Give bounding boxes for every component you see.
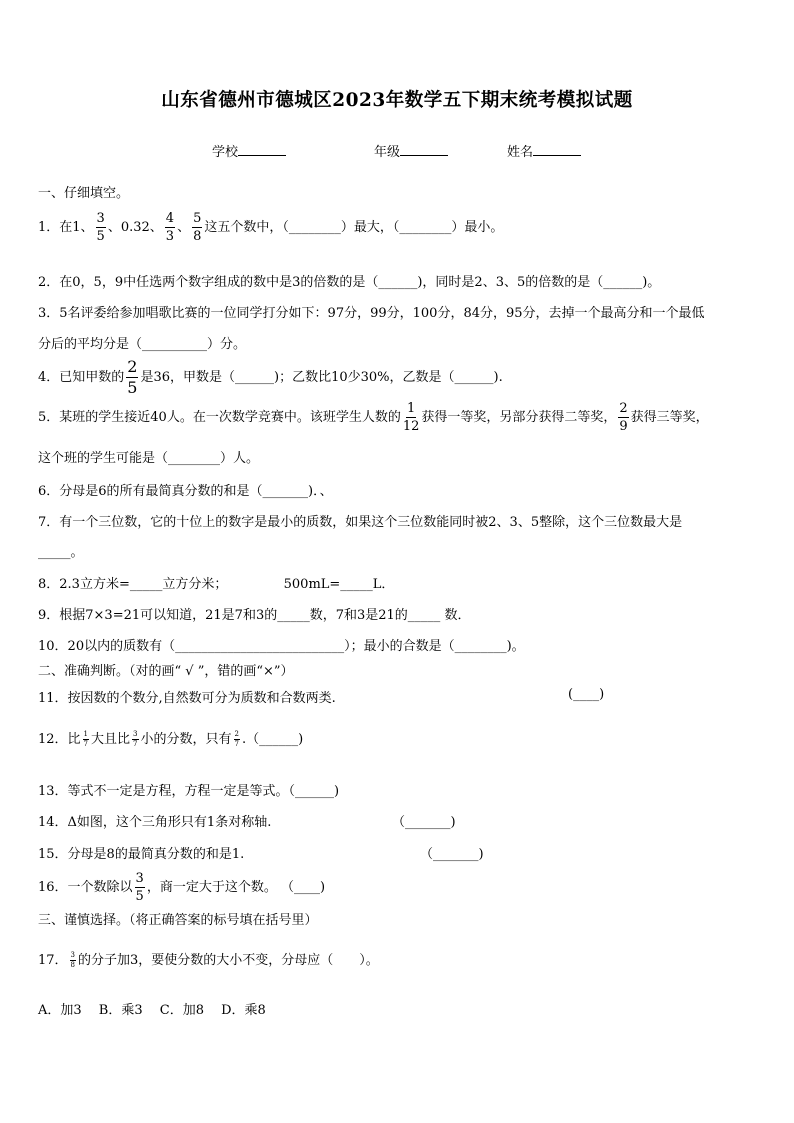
numerator: 1 (406, 401, 416, 416)
school-field[interactable] (212, 141, 286, 160)
numerator: 3 (70, 951, 76, 959)
denominator: 5 (127, 378, 138, 397)
question-3-line-2: 分后的平均分是（__________）分。 (38, 337, 247, 352)
q4-text-b: 是36，甲数是（______)；乙数比10少30%，乙数是（______). (140, 370, 503, 385)
denominator: 7 (234, 740, 239, 748)
denominator: 5 (96, 229, 105, 244)
question-1 (38, 212, 503, 243)
numerator: 3 (135, 871, 144, 886)
denominator: 8 (70, 961, 76, 969)
denominator: 12 (402, 419, 420, 434)
question-16 (38, 872, 325, 903)
question-12 (38, 728, 303, 748)
question-14: 14．Δ如图，这个三角形只有1条对称轴. (38, 815, 272, 830)
question-7-line-1: 7．有一个三位数，它的十位上的数字是最小的质数，如果这个三位数能同时被2、3、5整除，这个三位数最大是 (38, 515, 683, 530)
q5-text-b: 获得一等奖，另部分获得二等奖， (421, 410, 617, 425)
question-10: 10．20以内的质数有（__________________________）；最小的合数是（________)。 (38, 639, 525, 654)
school-label: 学校 (212, 145, 239, 160)
q12-text-b: 大且比 (91, 732, 131, 747)
section-2-heading: 二、准确判断。（对的画“ √ ”，错的画“×”） (38, 664, 294, 679)
q16-text-a: 16．一个数除以 (38, 880, 133, 895)
q1-sep-1: 、0.32、 (107, 220, 163, 235)
q8-text-a: 8．2.3立方米=_____立方分米； (38, 577, 228, 592)
name-field[interactable] (507, 141, 581, 160)
grade-label: 年级 (374, 145, 401, 160)
fraction (70, 952, 76, 969)
denominator: 9 (619, 419, 628, 434)
denominator: 7 (133, 740, 138, 748)
fraction (165, 212, 175, 243)
denominator: 3 (165, 229, 175, 244)
question-5-line-1 (38, 402, 709, 433)
denominator: 8 (193, 229, 202, 244)
q4-text-a: 4．已知甲数的 (38, 370, 125, 385)
denominator: 7 (83, 740, 89, 748)
question-7-line-2: _____。 (38, 545, 84, 560)
q16-text-b: ，商一定大于这个数。 （____) (146, 880, 326, 895)
question-13: 13．等式不一定是方程，方程一定是等式。（______) (38, 784, 340, 799)
page-title: 山东省德州市德城区2023年数学五下期末统考模拟试题 (161, 90, 633, 111)
question-15-answer-blank[interactable]: （_______) (420, 847, 484, 862)
numerator: 3 (96, 211, 105, 226)
question-4 (38, 359, 503, 396)
fraction (135, 872, 145, 903)
q12-text-a: 12．比 (38, 732, 81, 747)
fraction (403, 402, 420, 433)
numerator: 5 (193, 211, 202, 226)
question-14-answer-blank[interactable]: （_______) (392, 815, 456, 830)
question-9: 9．根据7×3=21可以知道，21是7和3的_____数，7和3是21的_____ 数． (38, 608, 471, 623)
question-8 (38, 573, 394, 592)
fraction (96, 212, 106, 243)
q5-text-c: 获得三等奖， (630, 410, 709, 425)
q5-text-a: 5．某班的学生接近40人。在一次数学竞赛中。该班学生人数的 (38, 410, 401, 425)
numerator: 2 (127, 357, 138, 376)
section-3-heading: 三、谨慎选择。（将正确答案的标号填在括号里） (38, 913, 318, 928)
fraction (126, 359, 138, 396)
q8-text-b: 500mL=_____L． (283, 577, 395, 592)
fraction (192, 212, 202, 243)
q17-text-b: 的分子加3，要使分数的大小不变，分母应（ ）。 (78, 953, 379, 968)
grade-blank[interactable] (400, 143, 448, 156)
fraction (618, 402, 628, 433)
fraction (132, 731, 138, 748)
section-1-heading: 一、仔细填空。 (38, 186, 130, 201)
question-11: 11．按因数的个数分,自然数可分为质数和合数两类. (38, 691, 336, 706)
q1-sep-2: 、 (177, 220, 191, 235)
school-blank[interactable] (238, 143, 286, 156)
numerator: 1 (83, 730, 89, 738)
name-blank[interactable] (533, 143, 581, 156)
question-5-line-2: 这个班的学生可能是（________）人。 (38, 451, 260, 466)
numerator: 2 (619, 401, 628, 416)
q12-text-c: 小的分数，只有 (140, 732, 232, 747)
numerator: 4 (165, 211, 175, 226)
question-17-options: A．加3 B．乘3 C．加8 D．乘8 (38, 1003, 266, 1018)
denominator: 5 (135, 889, 144, 904)
name-label: 姓名 (507, 145, 534, 160)
question-17 (38, 949, 379, 969)
grade-field[interactable] (374, 141, 448, 160)
question-2: 2．在0，5，9中任选两个数字组成的数中是3的倍数的是（______)，同时是2、3、5的倍数的是（______)。 (38, 275, 661, 290)
question-11-answer-blank[interactable]: (____) (568, 687, 605, 702)
numerator: 3 (133, 730, 138, 738)
fraction (234, 731, 240, 748)
question-3-line-1: 3．5名评委给参加唱歌比赛的一位同学打分如下：97分，99分，100分，84分，95分，去掉一个最高分和一个最低 (38, 306, 705, 321)
question-15: 15．分母是8的最简真分数的和是1. (38, 847, 245, 862)
fraction (83, 731, 89, 748)
question-6: 6．分母是6的所有最简真分数的和是（_______)．、 (38, 484, 333, 499)
q1-text-a: 1．在1、 (38, 220, 94, 235)
q1-text-b: 这五个数中，（________）最大，（________）最小。 (204, 220, 504, 235)
numerator: 2 (234, 730, 239, 738)
q17-text-a: 17． (38, 953, 68, 968)
q12-text-d: .（______) (241, 732, 304, 747)
